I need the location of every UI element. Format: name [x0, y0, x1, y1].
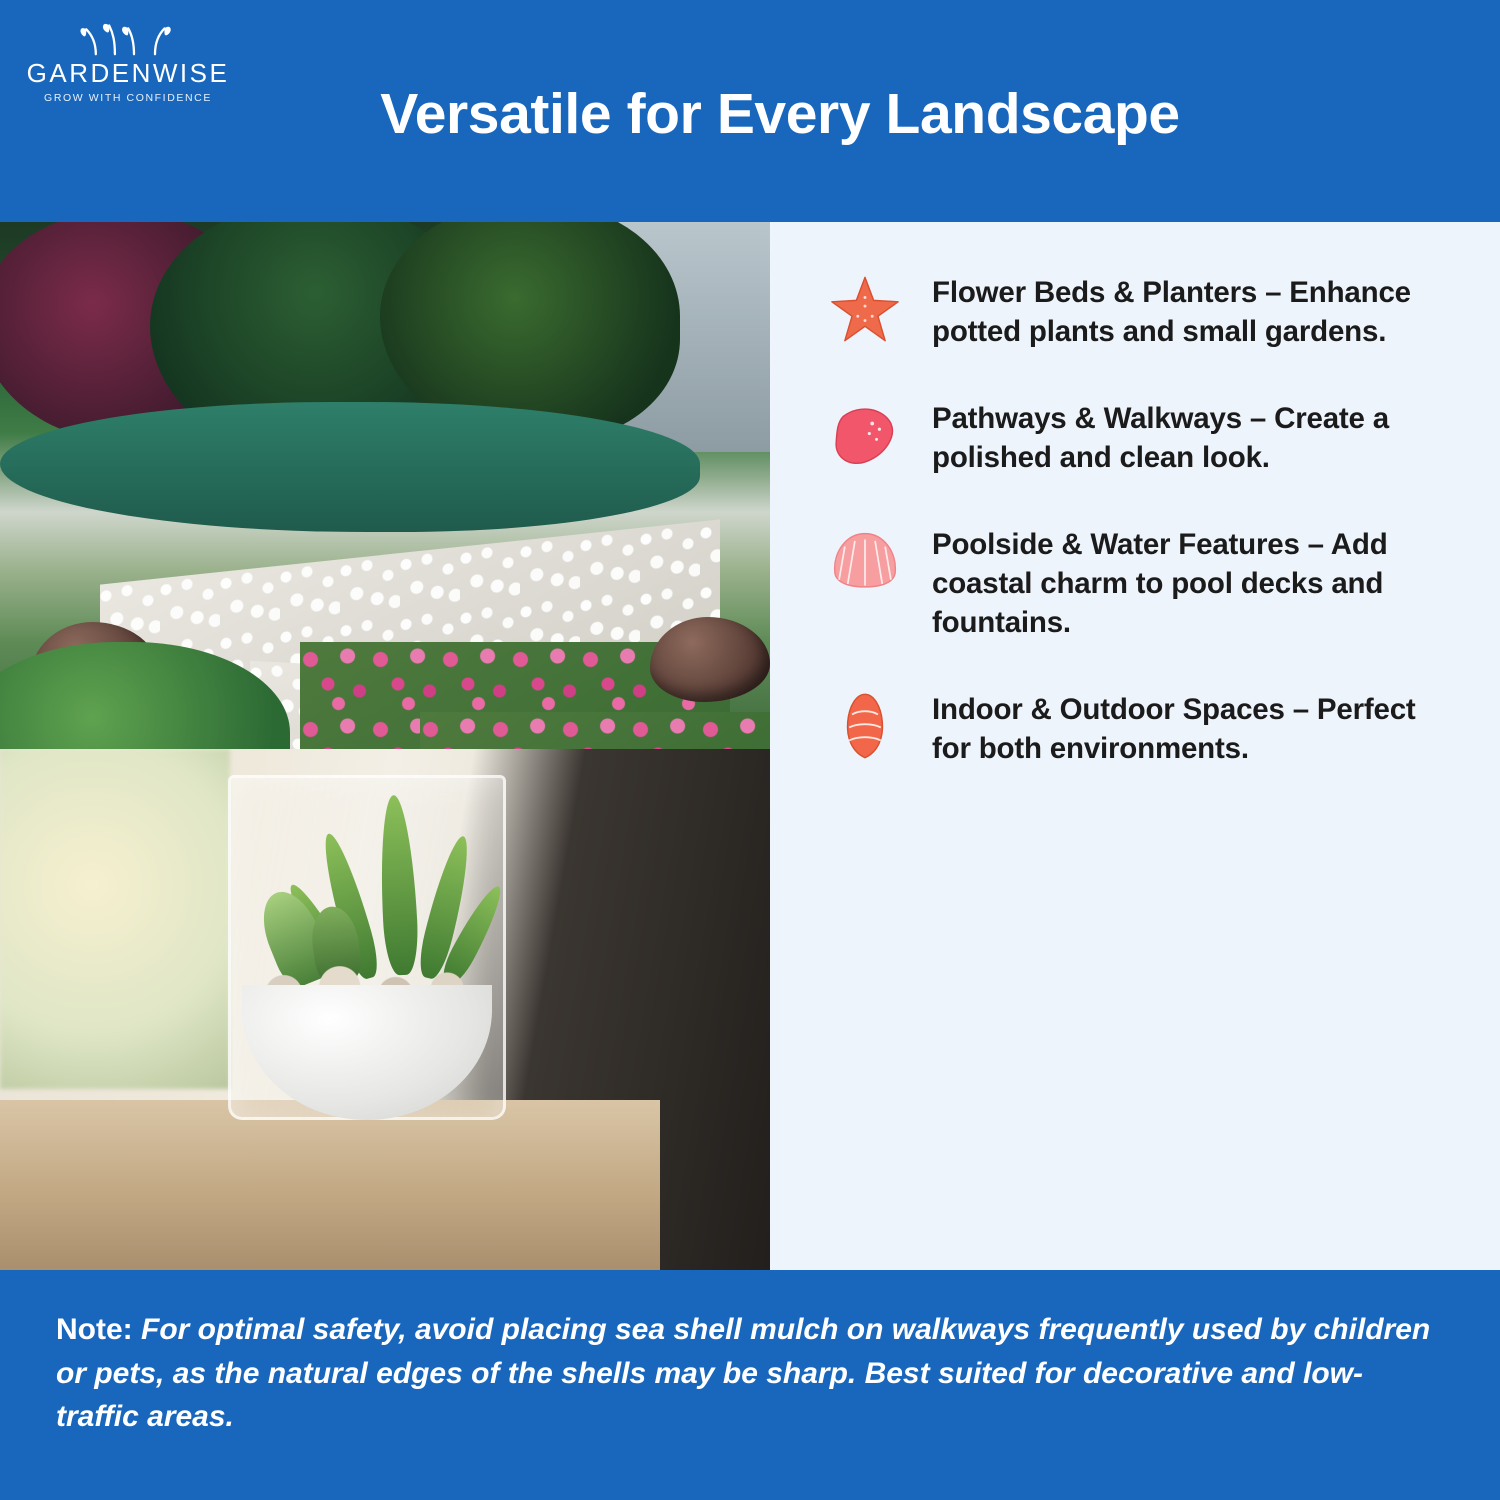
note-body: For optimal safety, avoid placing sea shell mulch on walkways frequently used by children or pets, as the natural edges of the shells may be sharp. Best suited for decorative and low-traffic areas. — [56, 1313, 1431, 1433]
feature-list — [770, 222, 1500, 1270]
feature-item-pathways — [826, 396, 1450, 478]
feature-label: Pathways & Walkways – Create a polished and clean look. — [932, 401, 1389, 474]
garden-bed-with-white-gravel-photo — [0, 222, 770, 749]
brand-tagline: GROW WITH CONFIDENCE — [44, 92, 212, 105]
brand-name: GARDENWISE — [26, 58, 230, 88]
feature-item-flower-beds — [826, 270, 1450, 352]
footer-note — [0, 1270, 1500, 1500]
conch-shell-icon — [826, 687, 904, 765]
feature-item-poolside — [826, 522, 1450, 643]
succulent-terrarium-on-windowsill-photo — [0, 749, 770, 1270]
note-text — [56, 1308, 1444, 1439]
header-banner — [0, 0, 1500, 222]
page-title: Versatile for Every Landscape — [380, 82, 1180, 146]
starfish-icon — [826, 270, 904, 348]
feature-label: Poolside & Water Features – Add coastal charm to pool decks and fountains. — [932, 527, 1388, 639]
note-label: Note: — [56, 1313, 133, 1346]
feature-label: Flower Beds & Planters – Enhance potted plants and small gardens. — [932, 276, 1411, 348]
sprouting-leaves-icon — [71, 16, 186, 58]
brand-logo — [18, 16, 238, 104]
main-content — [0, 222, 1500, 1270]
feature-item-indoor-outdoor — [826, 687, 1450, 769]
feature-label: Indoor & Outdoor Spaces – Perfect for both environments. — [932, 692, 1416, 765]
clam-shell-icon — [826, 396, 904, 474]
scallop-shell-icon — [826, 522, 904, 600]
photo-column — [0, 222, 770, 1270]
